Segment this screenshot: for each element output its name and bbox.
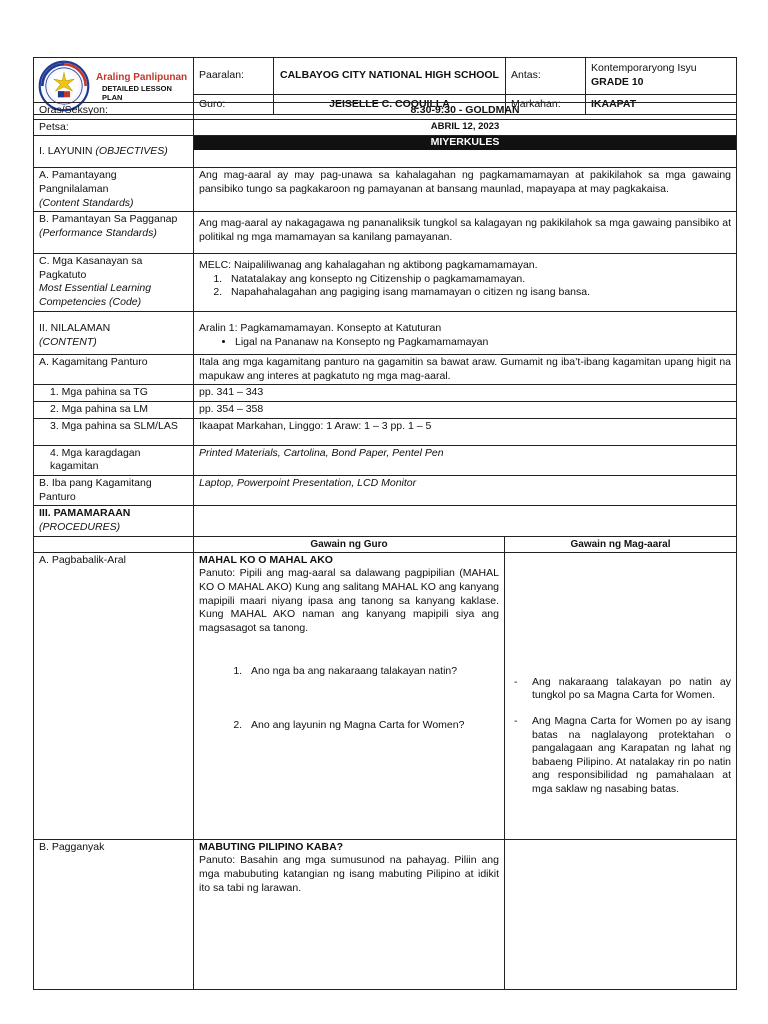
balik-aral-answers	[510, 676, 731, 797]
pamamaraan-blank	[194, 506, 737, 536]
paaralan-label: Paaralan:	[194, 58, 274, 95]
content-std-label: A. Pamantayang Pangnilalaman	[39, 169, 117, 195]
content-std-label-en: (Content Standards)	[39, 196, 134, 209]
nilalaman-label-en: (CONTENT)	[39, 335, 97, 348]
slm-value: Ikaapat Markahan, Linggo: 1 Araw: 1 – 3 pp. 1 – 5	[194, 418, 737, 445]
tg-value: pp. 341 – 343	[194, 385, 737, 402]
melc-label-cell	[34, 254, 194, 312]
pagganyak-panuto: Panuto: Basahin ang mga sumusunod na pahayag. Piliin ang mga mabubuting katangian ng isang mabuting Pilipino at idikit ito sa tabi ng larawan.	[199, 854, 499, 894]
list-item: 2. Napahahalagahan ang pagiging isang mamamayan o citizen ng isang bansa.	[225, 286, 731, 300]
pagganyak-label: B. Pagganyak	[34, 839, 194, 989]
content-std-label-cell	[34, 168, 194, 212]
list-item: 2. Ano ang layunin ng Magna Carta for Women?	[245, 719, 499, 733]
brand-title: Araling Panlipunan	[96, 71, 188, 83]
lesson-table	[33, 102, 737, 990]
karagdagan-value: Printed Materials, Cartolina, Bond Paper, Pentel Pen	[194, 445, 737, 475]
antas-cell	[586, 58, 737, 95]
markahan-value: IKAAPAT	[586, 95, 737, 115]
pamamaraan-label: III. PAMAMARAAN	[39, 507, 131, 520]
araw-cell	[194, 136, 737, 168]
list-item: • Ligal na Pananaw na Konsepto ng Pagkamamamayan	[235, 336, 731, 350]
markahan-label: Markahan:	[506, 95, 586, 115]
nilalaman-bullets	[235, 336, 731, 350]
araw-bar: MIYERKULES	[194, 136, 736, 150]
paaralan-value: CALBAYOG CITY NATIONAL HIGH SCHOOL	[274, 58, 506, 95]
karagdagan-label: 4. Mga karagdagan kagamitan	[34, 445, 194, 475]
melc-list	[225, 273, 731, 300]
list-item: - Ang nakaraang talakayan po natin ay tungkol po sa Magna Carta for Women.	[510, 676, 731, 703]
perf-std-label-cell	[34, 212, 194, 254]
nilalaman-label-cell	[34, 312, 194, 355]
pamamaraan-label-en: (PROCEDURES)	[39, 520, 121, 533]
list-item: 1. Ano nga ba ang nakaraang talakayan natin?	[245, 665, 499, 679]
balik-aral-label: A. Pagbabalik-Aral	[34, 552, 194, 839]
balik-aral-magaaral-cell	[505, 552, 737, 839]
oras-value: 8:30-9:30 - GOLDMAN	[194, 103, 737, 120]
antas-label: Antas:	[506, 58, 586, 95]
pagganyak-title: MABUTING PILIPINO KABA?	[199, 840, 344, 853]
pagganyak-guro-cell	[194, 839, 505, 989]
layunin-label: I. LAYUNIN	[39, 144, 93, 157]
oras-label: Oras/Seksyon:	[34, 103, 194, 120]
kagamitan-label: A. Kagamitang Panturo	[34, 355, 194, 385]
guro-value: JEISELLE C. COQUILLA	[274, 95, 506, 115]
balik-aral-questions	[245, 665, 499, 732]
perf-std-label-en: (Performance Standards)	[39, 226, 157, 239]
list-item: - Ang Magna Carta for Women po ay isang batas na naglalayong protektahan o pangalagaan ang Karapatan ng lahat ng babaeng Pilipino. At natalakay rin po natin ang responsibilidad ng pamahalaan at mga saklaw ng nasabing batas.	[510, 715, 731, 797]
perf-std-text: Ang mag-aaral ay nakagagawa ng pananaliksik tungkol sa kalagayan ng pakikilahok sa mga gawaing pansibiko at politikal ng mga mamamayan sa kanilang pamayanan.	[194, 212, 737, 254]
nilalaman-label: II. NILALAMAN	[39, 322, 111, 335]
pamamaraan-label-cell	[34, 506, 194, 536]
nilalaman-line: Aralin 1: Pagkamamamayan. Konsepto at Katuturan	[199, 322, 442, 335]
tg-label: 1. Mga pahina sa TG	[34, 385, 194, 402]
melc-label: C. Mga Kasanayan sa Pagkatuto	[39, 255, 143, 281]
iba-value: Laptop, Powerpoint Presentation, LCD Monitor	[194, 476, 737, 506]
kagamitan-text: Itala ang mga kagamitang panturo na gagamitin sa bawat araw. Gumamit ng iba’t-ibang kagamitan upang higit na mapukaw ang interes at pagkatuto ng mga mag-aaral.	[194, 355, 737, 385]
balik-aral-title: MAHAL KO O MAHAL AKO	[199, 553, 333, 566]
cols-blank	[34, 536, 194, 552]
iba-label: B. Iba pang Kagamitang Panturo	[34, 476, 194, 506]
pagganyak-magaaral-cell	[505, 839, 737, 989]
balik-aral-guro-cell	[194, 552, 505, 839]
layunin-label-en: (OBJECTIVES)	[95, 144, 168, 157]
nilalaman-cell	[194, 312, 737, 355]
lm-value: pp. 354 – 358	[194, 402, 737, 419]
antas-value-2: GRADE 10	[591, 76, 644, 89]
melc-cell	[194, 254, 737, 312]
content-std-text: Ang mag-aaral ay may pag-unawa sa kahalagahan ng pagkamamamayan at pakikilahok sa mga gawaing pansibiko tungo sa pagkakaroon ng pamayanan at bansang maunlad, mapayapa at may pagkakaisa.	[194, 168, 737, 212]
brand-subtitle-1: DETAILED LESSON	[102, 83, 172, 93]
lm-label: 2. Mga pahina sa LM	[34, 402, 194, 419]
melc-intro: MELC: Naipaliliwanag ang kahalagahan ng aktibong pagkamamamayan.	[199, 259, 538, 272]
layunin-label-cell	[34, 136, 194, 168]
perf-std-label: B. Pamantayan Sa Pagganap	[39, 213, 178, 226]
petsa-value: ABRIL 12, 2023	[194, 119, 737, 136]
col-magaaral-header: Gawain ng Mag-aaral	[505, 536, 737, 552]
slm-label: 3. Mga pahina sa SLM/LAS	[34, 418, 194, 445]
list-item: 1. Natatalakay ang konsepto ng Citizenship o pagkamamamayan.	[225, 273, 731, 287]
antas-value-1: Kontemporaryong Isyu	[591, 62, 697, 75]
melc-label-en: Most Essential Learning Competencies (Code)	[39, 282, 152, 309]
petsa-label: Petsa:	[34, 119, 194, 136]
col-guro-header: Gawain ng Guro	[194, 536, 505, 552]
guro-label: Guro:	[194, 95, 274, 115]
balik-aral-panuto: Panuto: Pipili ang mag-aaral sa dalawang pagpipilian (MAHAL KO O MAHAL AKO) Kung ang salitang MAHAL KO ang kanyang mapipili maari niyang ipasa ang tanong sa kanyang kaklase. Kung MAHAL AKO naman ang kanyang mapipili siya ang magsasagot sa tanong.	[199, 567, 499, 634]
brand-subtitle-2: PLAN	[102, 92, 123, 102]
